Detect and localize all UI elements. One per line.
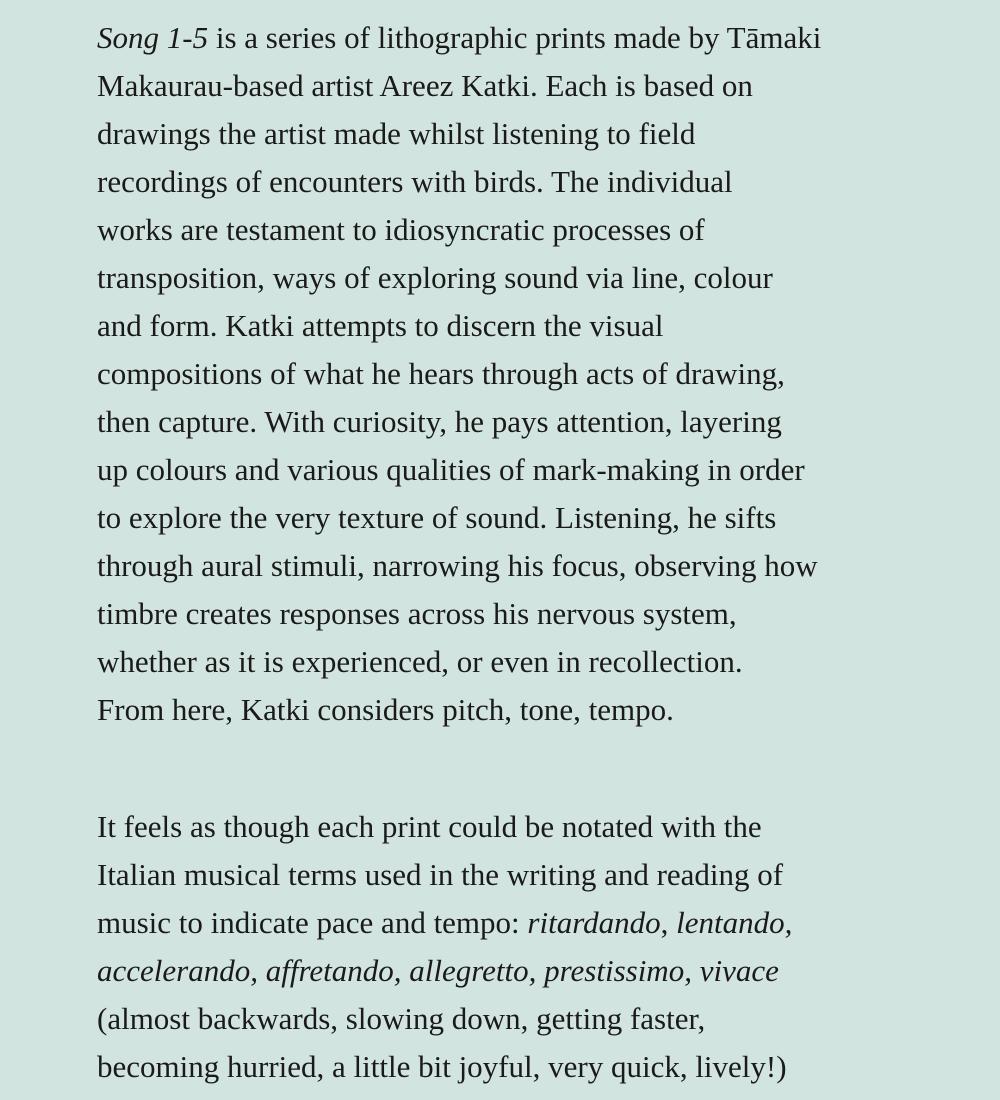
text-line bbox=[97, 446, 1000, 494]
text-segment: recordings of encounters with birds. The individual bbox=[97, 164, 733, 199]
text-line bbox=[97, 254, 1000, 302]
italic-text-segment: Song 1-5 bbox=[97, 20, 209, 55]
text-segment: and form. Katki attempts to discern the visual bbox=[97, 308, 664, 343]
text-line bbox=[97, 398, 1000, 446]
italic-text-segment: lentando, bbox=[676, 905, 793, 940]
paragraph bbox=[97, 14, 1000, 734]
italic-text-segment: accelerando, affretando, allegretto, prestissimo, vivace bbox=[97, 953, 779, 988]
text-line bbox=[97, 590, 1000, 638]
text-line bbox=[97, 14, 1000, 62]
text-line bbox=[97, 803, 1000, 851]
text-segment: Italian musical terms used in the writing and reading of bbox=[97, 857, 784, 892]
text-line bbox=[97, 350, 1000, 398]
text-segment: music to indicate pace and tempo: bbox=[97, 905, 528, 940]
text-segment: , bbox=[660, 905, 677, 940]
paragraph bbox=[97, 803, 1000, 1091]
text-segment: It feels as though each print could be notated with the bbox=[97, 809, 762, 844]
text-segment: From here, Katki considers pitch, tone, tempo. bbox=[97, 692, 674, 727]
text-line bbox=[97, 542, 1000, 590]
text-segment: then capture. With curiosity, he pays attention, layering bbox=[97, 404, 782, 439]
text-line bbox=[97, 851, 1000, 899]
text-segment: (almost backwards, slowing down, getting faster, bbox=[97, 1001, 706, 1036]
text-segment: drawings the artist made whilst listening to field bbox=[97, 116, 696, 151]
text-line bbox=[97, 995, 1000, 1043]
text-line bbox=[97, 686, 1000, 734]
text-segment: works are testament to idiosyncratic processes of bbox=[97, 212, 705, 247]
text-segment: transposition, ways of exploring sound via line, colour bbox=[97, 260, 773, 295]
text-segment: to explore the very texture of sound. Listening, he sifts bbox=[97, 500, 777, 535]
text-segment: timbre creates responses across his nervous system, bbox=[97, 596, 737, 631]
italic-text-segment: ritardando bbox=[527, 905, 661, 940]
text-segment: whether as it is experienced, or even in recollection. bbox=[97, 644, 743, 679]
text-segment: becoming hurried, a little bit joyful, very quick, lively!) bbox=[97, 1049, 787, 1084]
text-line bbox=[97, 158, 1000, 206]
text-segment: up colours and various qualities of mark-making in order bbox=[97, 452, 805, 487]
text-segment: is a series of lithographic prints made by Tāmaki bbox=[208, 20, 822, 55]
text-line bbox=[97, 110, 1000, 158]
text-line bbox=[97, 494, 1000, 542]
text-line bbox=[97, 1043, 1000, 1091]
text-segment: compositions of what he hears through acts of drawing, bbox=[97, 356, 785, 391]
text-segment: Makaurau-based artist Areez Katki. Each is based on bbox=[97, 68, 753, 103]
text-line bbox=[97, 62, 1000, 110]
text-line bbox=[97, 638, 1000, 686]
text-line bbox=[97, 302, 1000, 350]
text-line bbox=[97, 947, 1000, 995]
text-line bbox=[97, 206, 1000, 254]
text-line bbox=[97, 899, 1000, 947]
text-segment: through aural stimuli, narrowing his focus, observing how bbox=[97, 548, 818, 583]
